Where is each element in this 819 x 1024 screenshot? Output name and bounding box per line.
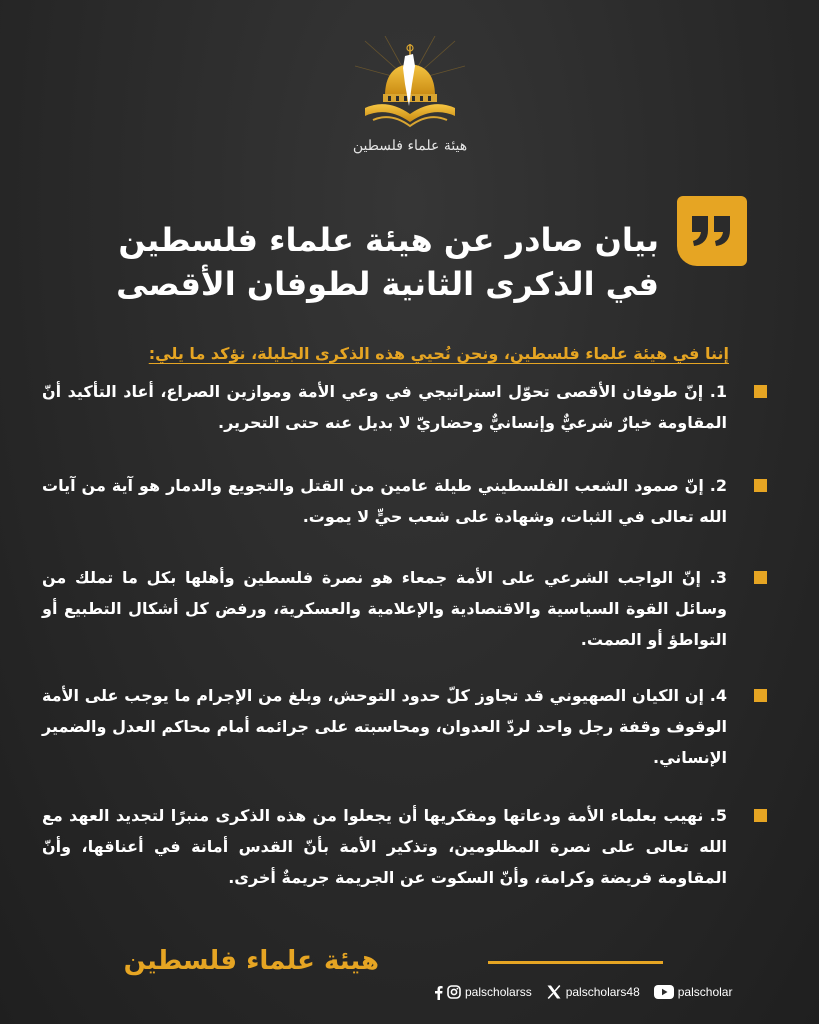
facebook-icon: [434, 985, 443, 1000]
social-instagram-facebook[interactable]: [434, 985, 532, 1000]
statement-point-text: 2. إنّ صمود الشعب الفلسطيني طيلة عامين من القتل والتجويع والدمار هو آية من آيات الله تعالى في الثبات، وشهادة على شعب حيٍّ لا يموت.: [42, 476, 727, 526]
quote-icon: [677, 196, 747, 266]
x-icon: [546, 984, 562, 1000]
statement-point-text: 3. إنّ الواجب الشرعي على الأمة جمعاء هو نصرة فلسطين وأهلها بكل ما تملك من وسائل القوة السياسية والاقتصادية والإعلامية والعسكرية، ورفض كل أشكال التطبيع أو التواطؤ أو الصمت.: [42, 568, 727, 649]
bullet-square-icon: [754, 689, 767, 702]
social-links: [434, 983, 732, 1001]
statement-point-5: [42, 800, 767, 893]
footer-divider: [488, 961, 663, 964]
bullet-square-icon: [754, 479, 767, 492]
social-youtube[interactable]: [654, 985, 733, 999]
intro-text: إننا في هيئة علماء فلسطين، ونحن نُحيي هذه الذكرى الجليلة، نؤكد ما يلي:: [148, 344, 729, 363]
social-handle: palscholar: [677, 985, 733, 999]
social-x[interactable]: [546, 984, 640, 1000]
statement-point-text: 4. إن الكيان الصهيوني قد تجاوز كلّ حدود التوحش، وبلغ من الإجرام ما يوجب على الأمة الوقوف وقفة رجل واحد لردّ العدوان، ومحاسبته على جرائمه أمام محاكم العدل والضمير الإنساني.: [42, 686, 727, 767]
statement-point-3: [42, 562, 767, 655]
statement-point-2: [42, 470, 767, 532]
statement-point-text: 5. نهيب بعلماء الأمة ودعاتها ومفكريها أن يجعلوا من هذه الذكرى منبرًا لتجديد العهد مع الله تعالى على نصرة المظلومين، وتذكير الأمة بأنّ القدس أمانة في أعناقها، وأنّ المقاومة فريضة وكرامة، وأنّ السكوت عن الجريمة جريمةٌ أخرى.: [42, 806, 727, 887]
logo-caption: هيئة علماء فلسطين: [352, 138, 468, 154]
statement-title-block: [107, 196, 747, 306]
dome-of-the-rock-icon: [355, 36, 465, 136]
youtube-icon: [654, 985, 674, 999]
bullet-square-icon: [754, 809, 767, 822]
instagram-icon: [447, 985, 461, 999]
social-handle: palscholars48: [565, 985, 640, 999]
statement-point-1: [42, 376, 767, 438]
statement-point-text: 1. إنّ طوفان الأقصى تحوّل استراتيجي في وعي الأمة وموازين الصراع، أعاد التأكيد أنّ المقاومة خيارٌ شرعيٌّ وإنسانيٌّ وحضاريّ لا بديل عنه حتى التحرير.: [42, 382, 727, 432]
page-title: [116, 218, 659, 306]
bullet-square-icon: [754, 385, 767, 398]
title-line-1: بيان صادر عن هيئة علماء فلسطين: [118, 221, 659, 259]
social-handle: palscholarss: [465, 985, 532, 999]
title-line-2: في الذكرى الثانية لطوفان الأقصى: [116, 265, 659, 303]
logo: [340, 36, 480, 166]
footer-organization-name: هيئة علماء فلسطين: [123, 946, 379, 976]
statement-point-4: [42, 680, 767, 773]
bullet-square-icon: [754, 571, 767, 584]
